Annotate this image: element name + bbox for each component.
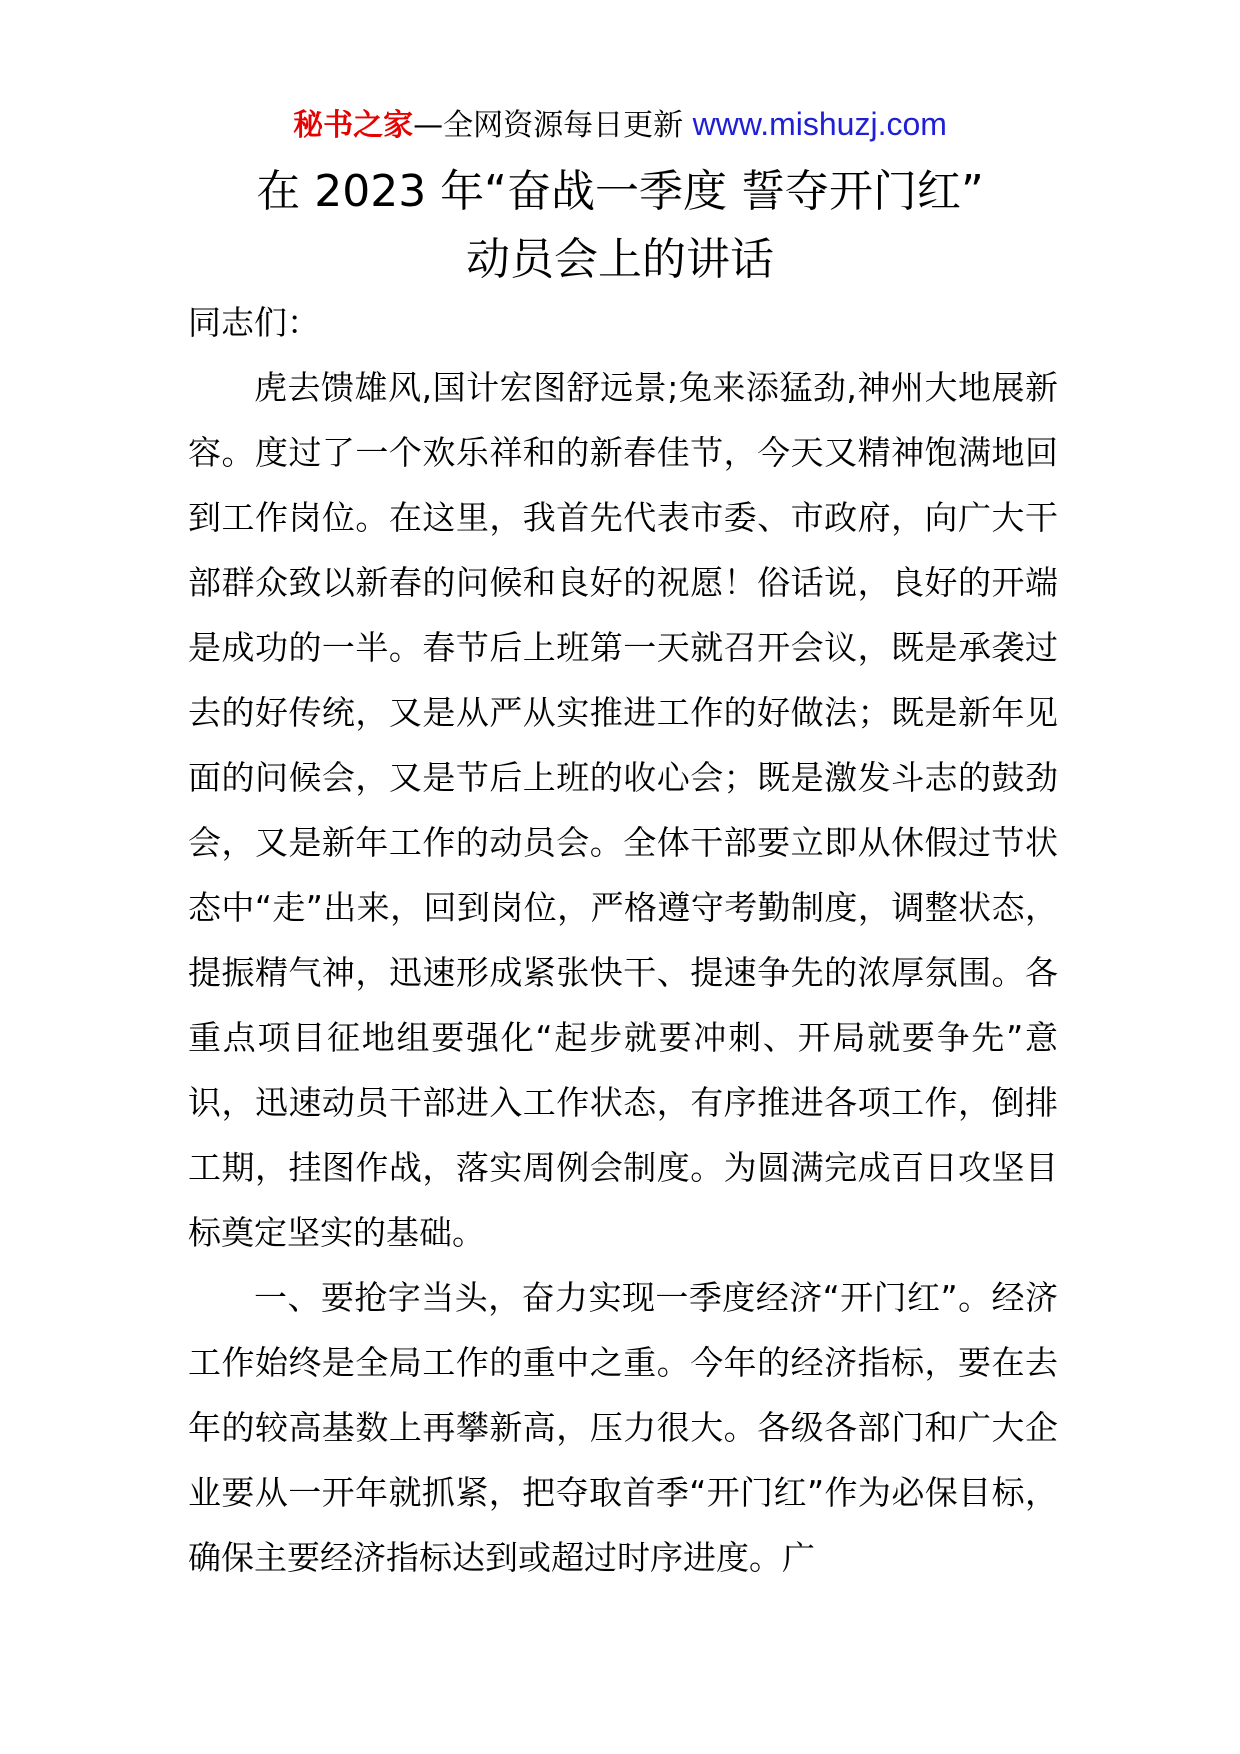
document-title-line-1: 在 2023 年“奋战一季度 誓夺开门红”	[256, 166, 984, 217]
document-body	[188, 290, 1058, 1590]
section-1-text: 经济工作始终是全局工作的重中之重。今年的经济指标，要在去年的较高基数上再攀新高，压力很大。各级各部门和广大企业要从一开年就抓紧，把夺取首季“开门红”作为必保目标，确保主要经济指标达到或超过时序进度。广	[188, 1278, 1058, 1577]
banner-url-link[interactable]: www.mishuzj.com	[692, 106, 947, 142]
section-1-heading: 一、要抢字当头，奋力实现一季度经济“开门红”。	[254, 1278, 992, 1317]
site-banner	[0, 102, 1240, 148]
document-title-line-2: 动员会上的讲话	[466, 234, 774, 285]
salutation: 同志们：	[188, 303, 320, 342]
paragraph-opening: 虎去馈雄风,国计宏图舒远景;兔来添猛劲,神州大地展新容。度过了一个欢乐祥和的新春佳节，今天又精神饱满地回到工作岗位。在这里，我首先代表市委、市政府，向广大干部群众致以新春的问候和良好的祝愿！俗话说，良好的开端是成功的一半。春节后上班第一天就召开会议，既是承袭过去的好传统，又是从严从实推进工作的好做法；既是新年见面的问候会，又是节后上班的收心会；既是激发斗志的鼓劲会，又是新年工作的动员会。全体干部要立即从休假过节状态中“走”出来，回到岗位，严格遵守考勤制度，调整状态，提振精气神，迅速形成紧张快干、提速争先的浓厚氛围。各重点项目征地组要强化“起步就要冲刺、开局就要争先”意识，迅速动员干部进入工作状态，有序推进各项工作，倒排工期，挂图作战，落实周例会制度。为圆满完成百日攻坚目标奠定坚实的基础。	[188, 368, 1058, 1252]
banner-tagline: —全网资源每日更新	[413, 108, 693, 143]
paragraph-section-1	[188, 1265, 1058, 1590]
banner-brand: 秘书之家	[293, 108, 414, 143]
